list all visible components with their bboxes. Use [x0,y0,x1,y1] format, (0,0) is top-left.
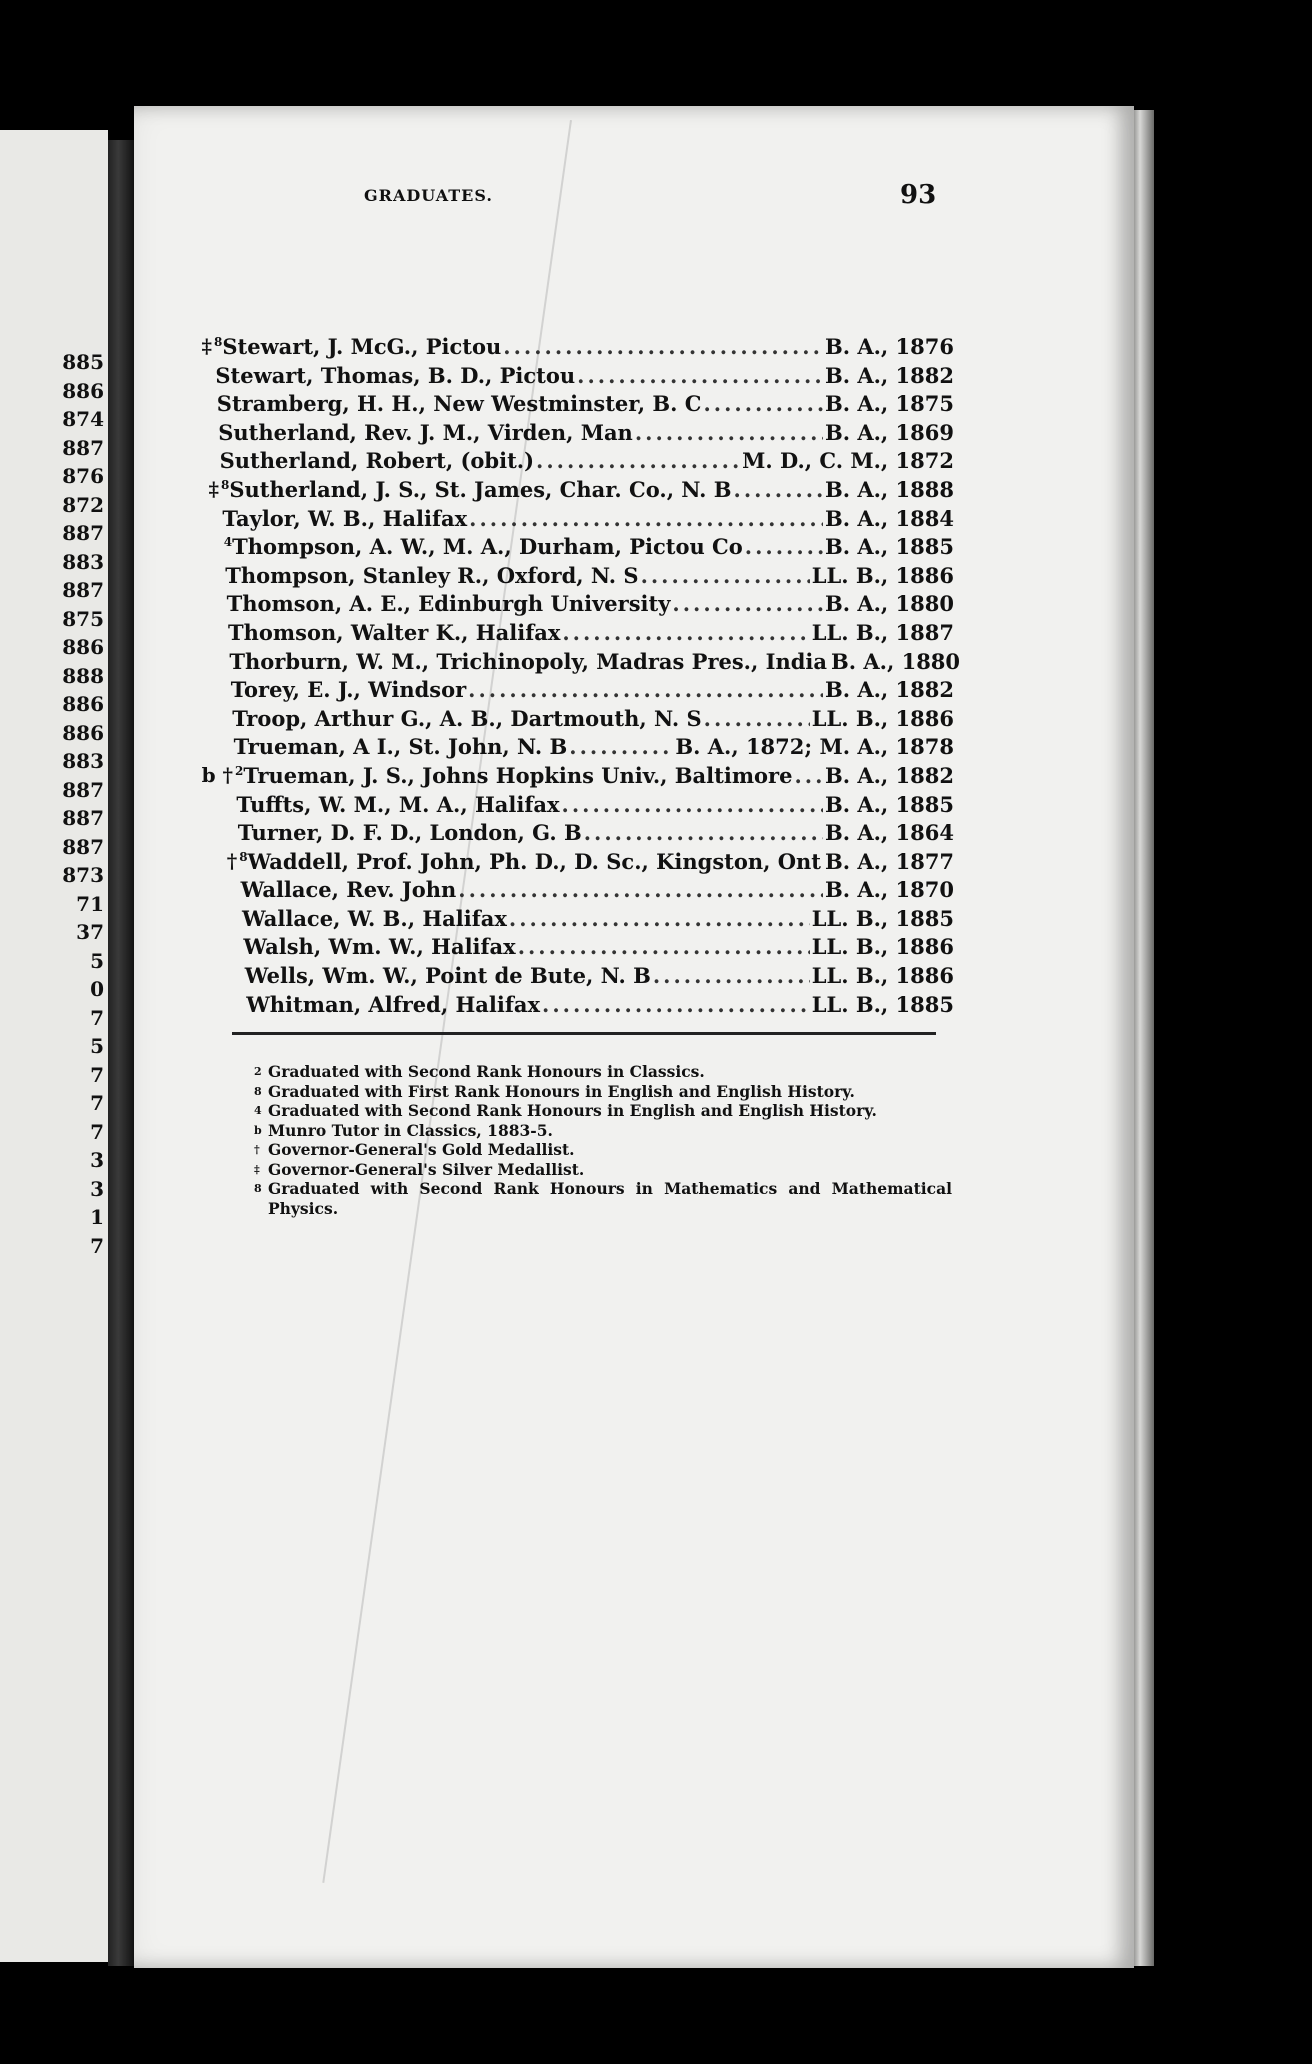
facing-page-year-fragment: 886 [62,720,104,745]
footnote [232,1062,952,1082]
graduate-entry [245,963,954,992]
graduate-name [217,391,702,416]
graduate-name [224,534,743,559]
facing-page-year-fragment: 887 [62,521,104,545]
degree-year: B. A., 1882 [824,677,954,703]
graduate-name [215,363,575,388]
graduate-name-text: Taylor, W. B., Halifax [222,505,468,531]
graduate-name [229,649,827,674]
graduate-entry [231,677,954,706]
graduate-entry [238,820,954,849]
facing-page-year-fragment: 886 [62,635,104,659]
footnote-text: Graduated with Second Rank Honours in Mathematics and Mathematical Physics. [268,1179,952,1218]
graduate-name-text: Wells, Wm. W., Point de Bute, N. B [244,963,651,989]
graduate-name [227,591,671,616]
footnote [232,1101,952,1121]
graduate-name [239,849,821,874]
degree-year: LL. B., 1886 [811,963,954,989]
graduate-name [234,734,568,759]
facing-page-fragment [0,130,108,1962]
facing-page-year-fragment: 5 [90,948,104,973]
graduate-name-text: Sutherland, J. S., St. James, Char. Co., N. B [229,476,732,502]
graduate-name-text: Wallace, W. B., Halifax [242,905,507,931]
graduate-entry [215,363,954,392]
degree-year: LL. B., 1886 [811,934,954,960]
honour-marks: ‡ [208,476,219,501]
graduate-name-text: Thomson, Walter K., Halifax [228,619,561,645]
degree-year: B. A., 1870 [824,877,954,903]
facing-page-year-fragment: 7 [90,1233,104,1258]
footnote-symbol: ‡ [254,1162,260,1176]
graduate-name-text: Thorburn, W. M., Trichinopoly, Madras Pres., India [229,648,827,674]
footnote-ref: 8 [214,335,223,349]
graduate-name [221,477,732,502]
facing-page-year-fragment: 887 [62,806,104,830]
honour-marks: b † [201,762,233,787]
graduate-name [220,448,534,473]
degree-year: LL. B., 1886 [811,705,954,731]
footnote-text: Graduated with Second Rank Honours in Classics. [268,1062,705,1081]
dot-leader [672,591,823,616]
graduate-name [245,963,651,988]
facing-page-year-fragment: 7 [90,1005,104,1030]
footnote-symbol: b [254,1123,262,1137]
graduate-entry [229,648,961,678]
graduate-list [201,334,961,1020]
graduate-name [241,877,457,902]
graduate-entry [236,792,954,821]
dot-leader [704,391,823,416]
dot-leader [562,792,823,817]
graduate-name-text: Stewart, J. McG., Pictou [222,334,502,359]
graduate-entry [222,506,954,535]
degree-year: B. A., 1885 [824,534,954,560]
graduate-name [214,334,501,359]
footnote-rule [232,1032,936,1035]
degree-year: LL. B., 1887 [811,619,954,645]
facing-page-year-fragment: 71 [76,891,104,916]
page-number: 93 [900,180,937,210]
footnote [232,1082,952,1102]
graduate-name-text: Stramberg, H. H., New Westminster, B. C [216,391,702,417]
facing-page-year-fragment: 7 [90,1091,104,1115]
footnote [232,1160,952,1180]
facing-page-year-fragment: 886 [62,378,104,403]
graduate-name [218,420,633,445]
graduate-name-text: Trueman, J. S., Johns Hopkins Univ., Baltimore [243,762,793,788]
facing-page-year-fragment: 873 [62,863,104,887]
facing-page-year-fragment: 883 [62,549,104,574]
graduate-entry [228,620,954,649]
degree-year: B. A., 1884 [824,505,954,531]
graduate-name-text: Thomson, A. E., Edinburgh University [226,591,671,617]
dot-leader [794,763,822,788]
degree-year: B. A., 1885 [824,791,954,817]
footnote-symbol: 4 [254,1104,262,1117]
facing-page-year-fragment: 5 [90,1034,104,1058]
facing-page-year-fragment: 875 [62,606,104,631]
dot-leader [641,563,810,588]
graduate-name [232,706,701,731]
graduate-entry [220,448,954,477]
footnote-text: Graduated with Second Rank Honours in English and English History. [268,1101,877,1120]
graduate-name-text: Thompson, Stanley R., Oxford, N. S [225,562,639,588]
facing-page-year-fragment: 885 [62,350,104,374]
facing-page-year-fragment: 7 [90,1062,104,1087]
graduate-name-text: Sutherland, Rev. J. M., Virden, Man [218,419,633,445]
graduate-entry [208,476,954,506]
dot-leader [518,934,810,959]
graduate-name-text: Trueman, A I., St. John, N. B [233,734,568,760]
facing-page-year-fragment: 887 [62,834,104,859]
dot-leader [584,820,823,845]
footnote-symbol: 8 [254,1084,262,1098]
running-head: GRADUATES. [364,186,493,205]
graduate-name [228,620,560,645]
facing-page-year-fragment: 3 [90,1148,104,1172]
graduate-entry [224,534,954,563]
graduate-name-text: Stewart, Thomas, B. D., Pictou [215,362,576,388]
graduate-name [238,820,582,845]
honour-marks: ‡ [201,334,212,358]
facing-page-year-fragment: 888 [62,663,104,688]
page-header [364,180,937,216]
degree-year: B. A., 1864 [824,820,954,846]
facing-page-year-fragment: 7 [90,1119,104,1144]
graduate-name [225,563,638,588]
dot-leader [536,448,740,473]
graduate-name [243,934,515,959]
dot-leader [468,677,823,702]
graduate-name-text: Walsh, Wm. W., Halifax [243,934,516,960]
footnote-symbol: † [254,1143,260,1156]
dot-leader [745,534,823,559]
graduate-name-text: Thompson, A. W., M. A., Durham, Pictou Co [232,534,743,560]
degree-year: LL. B., 1885 [811,991,954,1017]
degree-year: B. A., 1872; M. A., 1878 [675,734,954,760]
facing-page-year-fragment: 887 [62,578,104,602]
facing-page-year-fragment: 887 [62,777,104,802]
dot-leader [562,620,809,645]
facing-page-year-fragment: 874 [62,407,104,431]
dot-leader [458,877,823,902]
graduate-name-text: Whitman, Alfred, Halifax [246,991,541,1017]
graduate-entry [201,334,954,363]
footnote-symbol: 8 [254,1182,262,1195]
dot-leader [569,734,673,759]
graduate-entry [226,848,955,878]
graduate-name-text: Torey, E. J., Windsor [230,677,467,703]
graduate-entry [234,734,954,763]
graduate-entry [227,591,954,620]
footnote-symbol: 2 [254,1065,262,1078]
dot-leader [509,906,810,931]
graduate-entry [242,906,954,935]
degree-year: B. A., 1869 [824,419,954,445]
graduate-name [246,992,540,1017]
footnote-ref: 8 [239,849,248,864]
graduate-name [236,792,559,817]
degree-year: B. A., 1882 [824,362,954,388]
footnote-text: Graduated with First Rank Honours in English and English History. [268,1081,855,1101]
graduate-name-text: Sutherland, Robert, (obit.) [219,448,535,474]
degree-year: M. D., C. M., 1872 [742,448,954,474]
degree-year: B. A., 1880 [824,591,954,617]
facing-page-year-fragment: 876 [62,464,104,488]
graduate-entry [225,563,954,592]
degree-year: LL. B., 1885 [811,905,954,931]
graduate-entry [217,391,954,420]
degree-year: B. A., 1876 [824,334,954,359]
dot-leader [542,992,810,1017]
dot-leader [704,706,810,731]
footnote-text: Munro Tutor in Classics, 1883-5. [268,1120,553,1140]
graduate-entry [246,992,954,1021]
graduate-name [235,763,792,788]
graduate-entry [241,877,954,906]
facing-page-year-fragment: 1 [90,1205,104,1229]
footnote [232,1121,952,1141]
facing-page-year-fragment: 886 [62,692,104,716]
degree-year: B. A., 1875 [824,391,954,417]
footnote-text: Governor-General's Silver Medallist. [268,1159,585,1179]
degree-year: B. A., 1880 [830,648,961,674]
degree-year: B. A., 1888 [824,476,954,502]
honour-marks: † [226,848,238,873]
dot-leader [635,420,823,445]
dot-leader [577,363,823,388]
footnote-ref: 4 [223,535,233,550]
footnote-ref: 2 [235,763,244,778]
graduate-name-text: Wallace, Rev. John [240,877,457,903]
dot-leader [734,477,823,502]
dot-leader [653,963,810,988]
page-edge [1134,110,1154,1966]
dot-leader [469,506,823,531]
graduate-entry [232,706,954,735]
book-spine [108,140,134,1966]
graduate-entry [201,762,954,792]
graduate-entry [218,420,954,449]
footnotes [232,1062,952,1218]
facing-page-year-fragment: 0 [90,977,104,1001]
graduate-entry [243,934,954,963]
graduate-name-text: Tuffts, W. M., M. A., Halifax [236,791,560,817]
dot-leader [503,334,823,359]
footnote [232,1140,952,1160]
facing-page-year-fragment: 3 [90,1176,104,1201]
footnote-ref: 8 [221,477,230,492]
degree-year: B. A., 1882 [824,762,954,788]
graduate-name [242,906,507,931]
footnote [232,1179,952,1218]
footnote-text: Governor-General's Gold Medallist. [268,1140,575,1159]
degree-year: LL. B., 1886 [811,562,954,588]
graduate-name [231,677,466,702]
graduate-name [222,506,467,531]
graduate-name-text: Troop, Arthur G., A. B., Dartmouth, N. S [232,705,702,731]
graduate-name-text: Turner, D. F. D., London, G. B [237,820,582,846]
graduate-name-text: Waddell, Prof. John, Ph. D., D. Sc., Kingston, Ont [247,848,821,874]
facing-page-year-fragment: 37 [76,920,104,944]
facing-page-year-fragment: 872 [62,492,104,517]
degree-year: B. A., 1877 [825,848,955,874]
facing-page-year-fragment: 887 [62,435,104,460]
facing-page-year-fragment: 883 [62,749,104,773]
